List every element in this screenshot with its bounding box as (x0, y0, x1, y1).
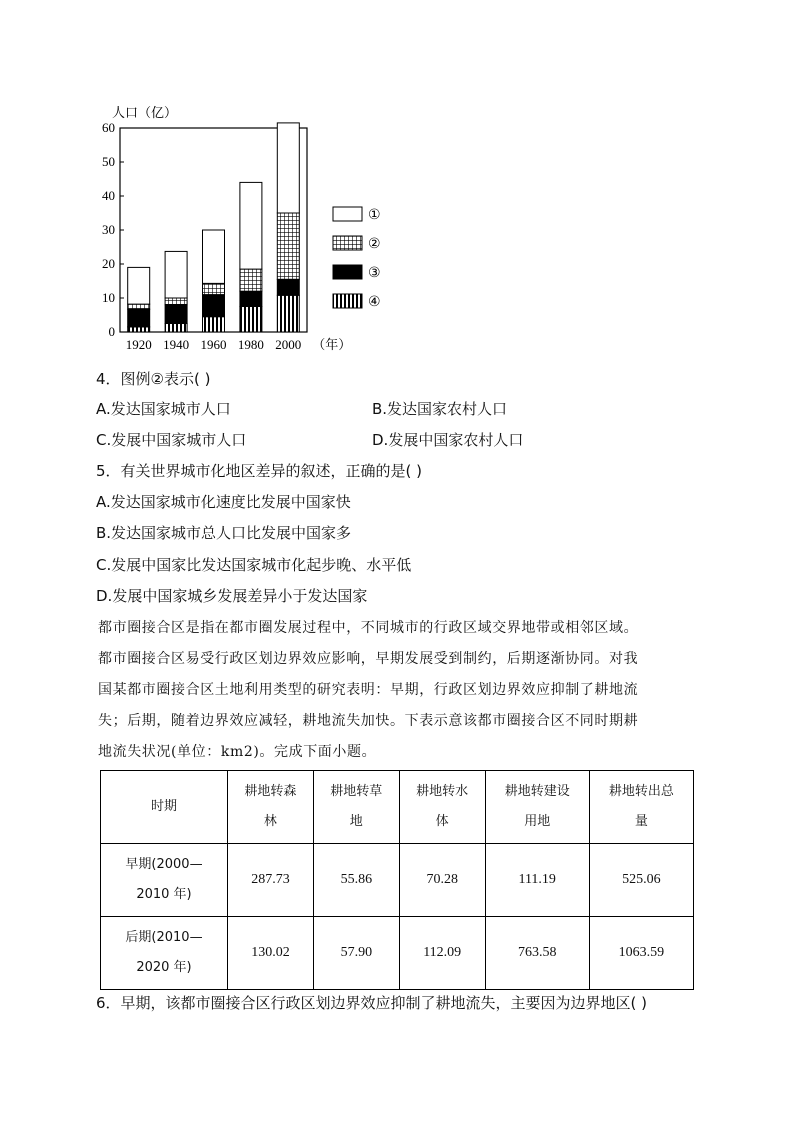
x-axis-unit: （年） (312, 337, 352, 352)
header-total: 耕地转出总 量 (589, 771, 693, 844)
value-cell: 112.09 (399, 917, 485, 990)
bar-segment-④ (165, 324, 187, 333)
value-cell: 111.19 (485, 844, 589, 917)
bar-segment-② (277, 213, 299, 279)
x-tick-label: 1960 (200, 337, 227, 352)
bar-segment-② (240, 269, 262, 291)
question-5-stem: 5．有关世界城市化地区差异的叙述，正确的是( ) (96, 462, 423, 480)
y-tick-label: 30 (102, 222, 115, 237)
header-construction: 耕地转建设 用地 (485, 771, 589, 844)
bar-segment-③ (277, 279, 299, 295)
y-axis-label: 人口（亿） (112, 106, 178, 121)
header-period: 时期 (101, 771, 228, 844)
x-tick-label: 1920 (125, 337, 152, 352)
header-grass: 耕地转草 地 (313, 771, 399, 844)
legend-label: ④ (368, 294, 381, 310)
value-cell: 70.28 (399, 844, 485, 917)
y-tick-label: 20 (102, 256, 115, 271)
legend-label: ② (368, 236, 381, 252)
bar-segment-① (240, 182, 262, 269)
value-cell: 55.86 (313, 844, 399, 917)
q5-option-c[interactable]: C.发展中国家比发达国家城市化起步晚、水平低 (96, 556, 412, 574)
bar-segment-③ (240, 291, 262, 306)
passage-line-5: 地流失状况(单位：km2)。完成下面小题。 (98, 744, 377, 760)
legend-label: ③ (368, 265, 381, 281)
bar-segment-④ (203, 317, 225, 332)
q5-option-a[interactable]: A.发达国家城市化速度比发展中国家快 (96, 493, 351, 511)
q4-option-d[interactable]: D.发展中国家农村人口 (372, 431, 524, 449)
table-header-row (101, 771, 694, 844)
bar-segment-① (165, 251, 187, 298)
bar-segment-① (277, 123, 299, 213)
legend-swatch (333, 294, 362, 308)
y-tick-label: 60 (102, 120, 115, 135)
bar-segment-④ (240, 307, 262, 333)
q5-option-d[interactable]: D.发展中国家城乡发展差异小于发达国家 (96, 587, 368, 605)
bar-segment-③ (165, 305, 187, 324)
period-cell: 早期(2000— 2010 年) (101, 844, 228, 917)
bar-segment-④ (277, 295, 299, 332)
value-cell: 287.73 (228, 844, 314, 917)
legend-swatch (333, 236, 362, 250)
question-4-stem: 4．图例②表示( ) (96, 370, 211, 388)
table-row (101, 844, 694, 917)
bar-segment-③ (203, 295, 225, 317)
legend-label: ① (368, 207, 381, 223)
bar-segment-② (165, 298, 187, 305)
y-tick-label: 40 (102, 188, 115, 203)
header-forest: 耕地转森 林 (228, 771, 314, 844)
bar-segment-③ (128, 309, 150, 327)
q5-option-b[interactable]: B.发达国家城市总人口比发展中国家多 (96, 524, 352, 542)
bar-segment-① (128, 267, 150, 304)
value-cell: 57.90 (313, 917, 399, 990)
bar-segment-④ (128, 327, 150, 332)
legend-swatch (333, 207, 362, 221)
passage-line-3: 国某都市圈接合区土地利用类型的研究表明：早期，行政区划边界效应抑制了耕地流 (98, 682, 639, 698)
question-6-stem: 6．早期，该都市圈接合区行政区划边界效应抑制了耕地流失，主要因为边界地区( ) (96, 994, 648, 1012)
value-cell: 763.58 (485, 917, 589, 990)
bar-segment-② (203, 283, 225, 294)
table-row (101, 917, 694, 990)
y-tick-label: 0 (108, 324, 115, 339)
y-tick-label: 10 (102, 290, 115, 305)
x-tick-label: 1940 (163, 337, 190, 352)
header-water: 耕地转水 体 (399, 771, 485, 844)
passage-line-1: 都市圈接合区是指在都市圈发展过程中，不同城市的行政区域交界地带或相邻区域。 (98, 620, 639, 636)
q4-option-c[interactable]: C.发展中国家城市人口 (96, 431, 247, 449)
value-cell: 130.02 (228, 917, 314, 990)
y-tick-label: 50 (102, 154, 115, 169)
q4-option-a[interactable]: A.发达国家城市人口 (96, 400, 231, 418)
passage-line-2: 都市圈接合区易受行政区划边界效应影响，早期发展受到制约，后期逐渐协同。对我 (98, 651, 639, 667)
value-cell: 525.06 (589, 844, 693, 917)
bar-segment-① (203, 230, 225, 283)
period-cell: 后期(2010— 2020 年) (101, 917, 228, 990)
x-tick-label: 2000 (275, 337, 302, 352)
farmland-loss-table (100, 770, 694, 990)
value-cell: 1063.59 (589, 917, 693, 990)
x-tick-label: 1980 (237, 337, 264, 352)
population-chart (0, 0, 794, 360)
q4-option-b[interactable]: B.发达国家农村人口 (372, 400, 508, 418)
bar-segment-② (128, 304, 150, 309)
passage-line-4: 失；后期，随着边界效应减轻，耕地流失加快。下表示意该都市圈接合区不同时期耕 (98, 713, 639, 729)
legend-swatch (333, 265, 362, 279)
